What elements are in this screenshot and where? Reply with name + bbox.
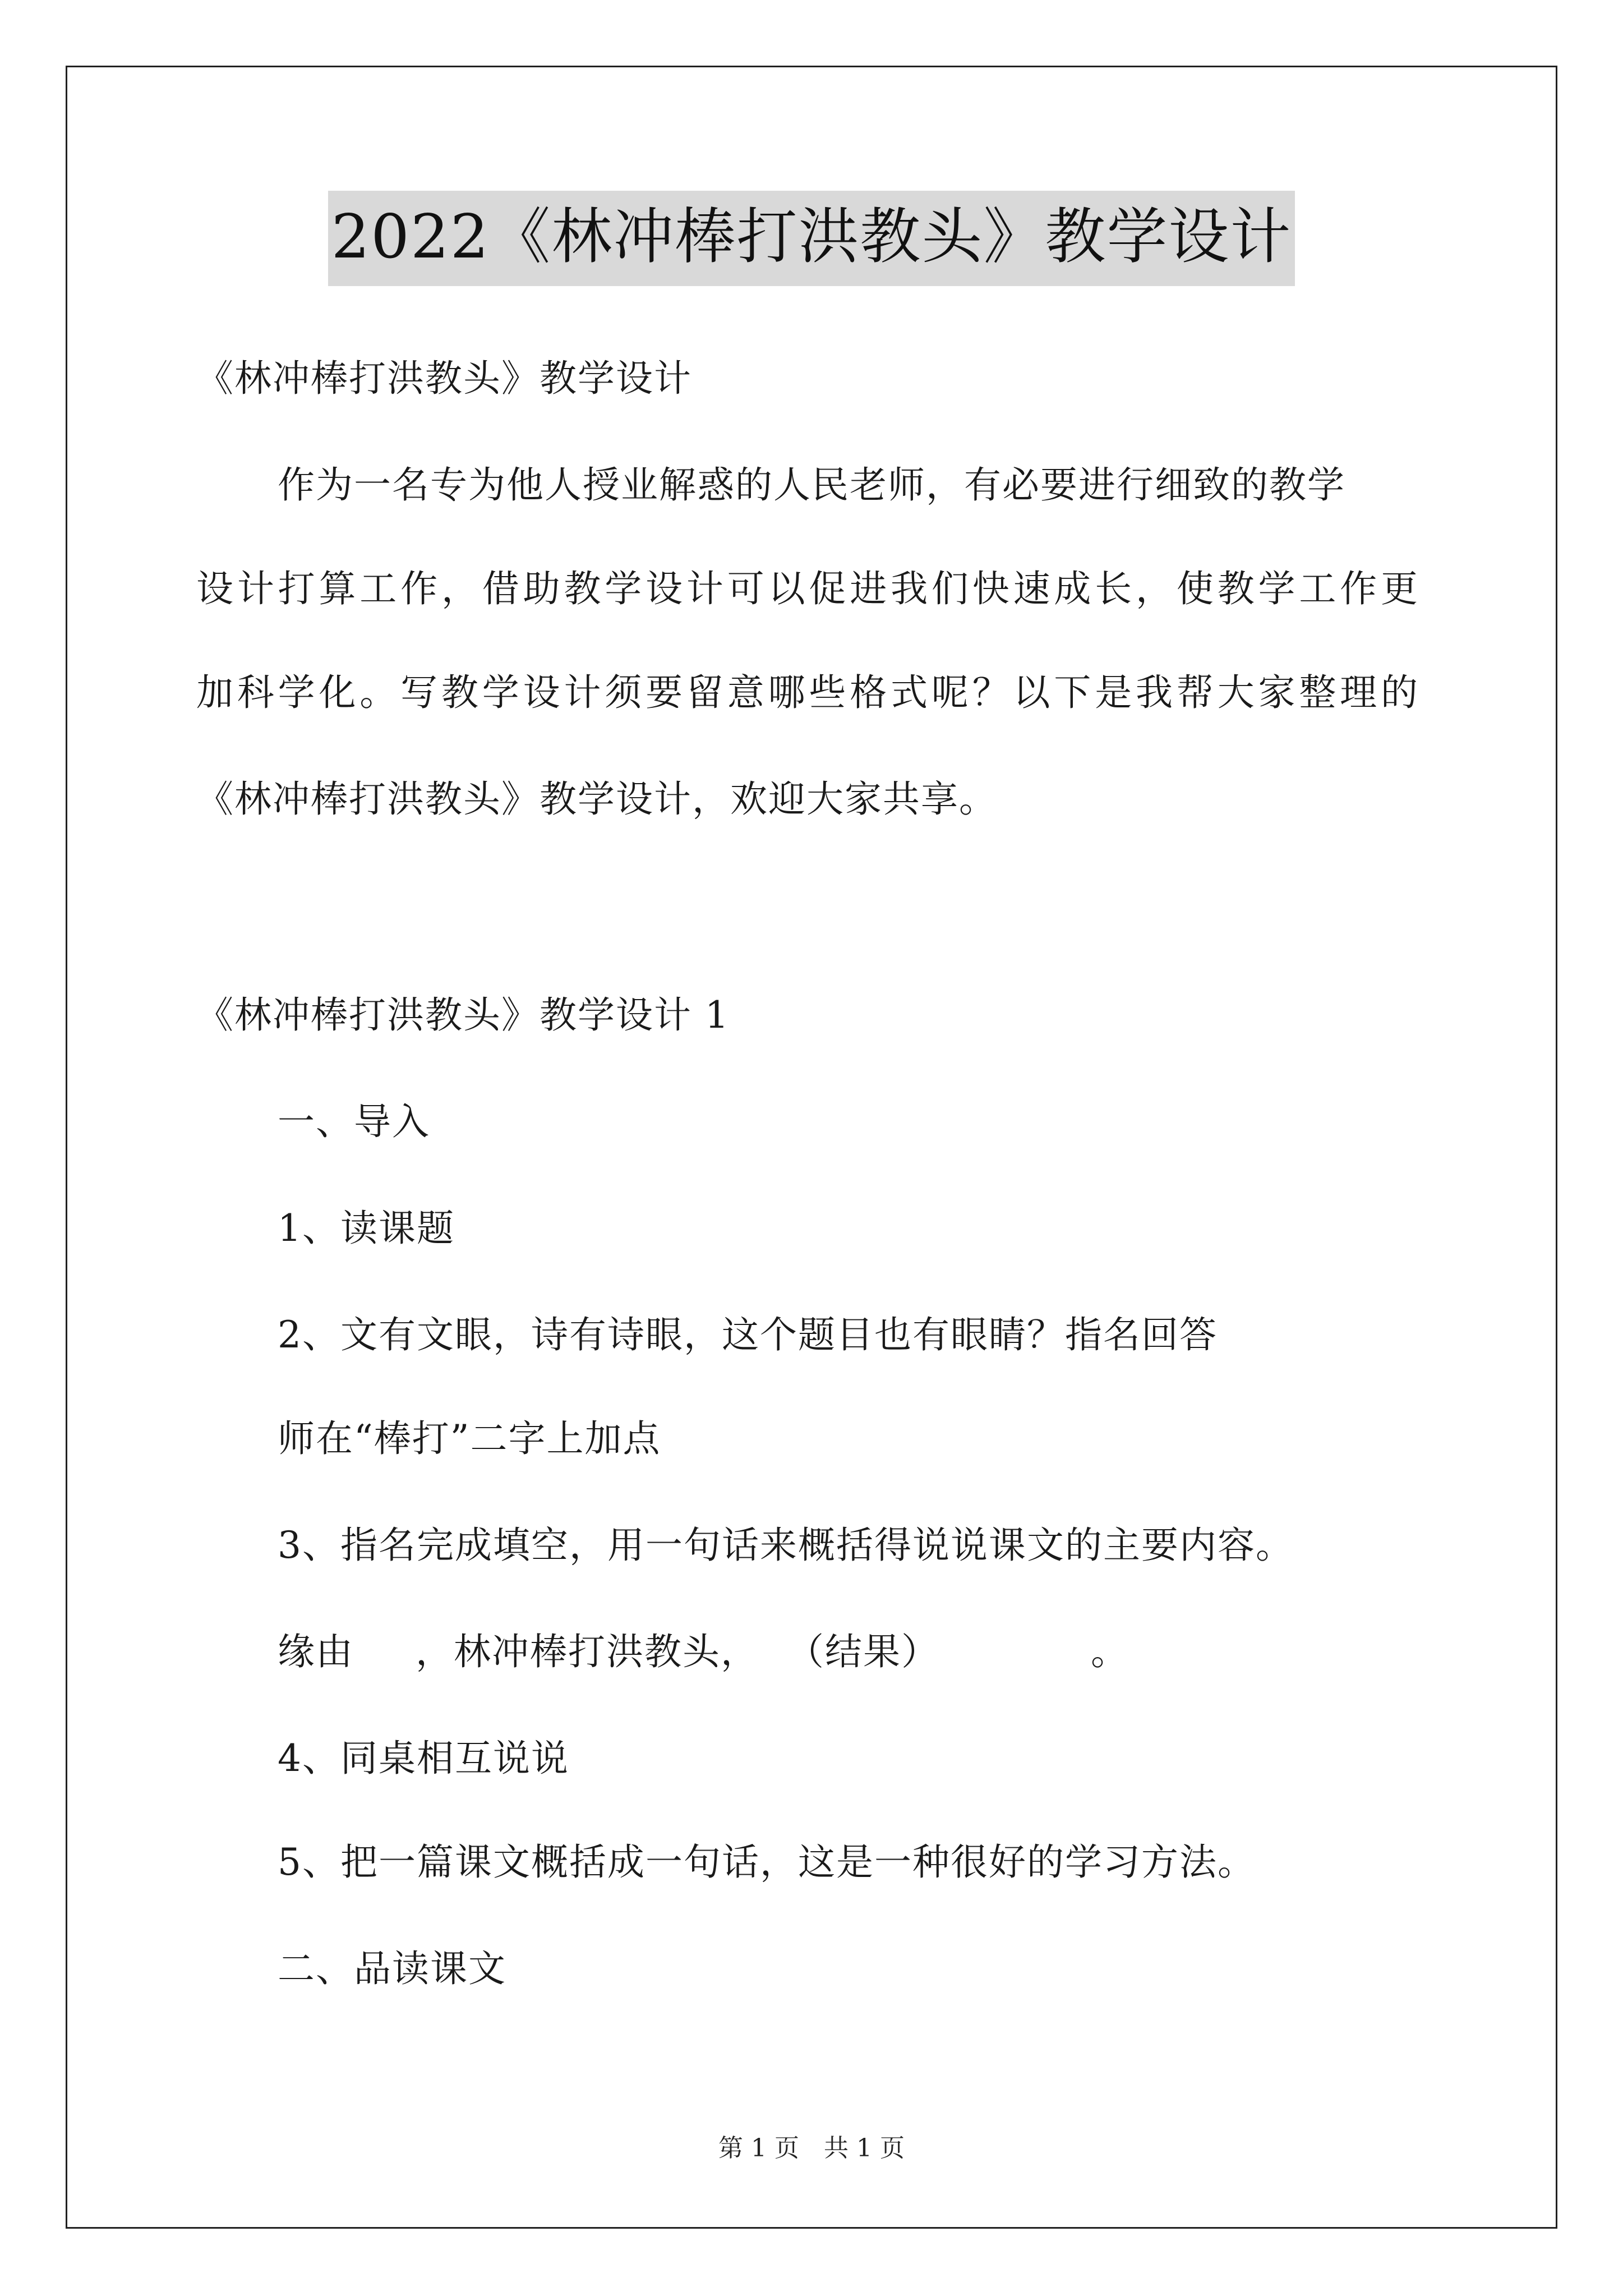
item-title-eye: 2、文有文眼，诗有诗眼，这个题目也有眼睛？指名回答 — [278, 1313, 1218, 1356]
page-footer: 第 1 页 共 1 页 — [718, 2134, 905, 2162]
intro-line-2: 设计打算工作，借助教学设计可以促进我们快速成长，使教学工作更 — [196, 567, 1419, 610]
fill-blank-cause: 缘由 — [278, 1630, 354, 1673]
document-subtitle: 《林冲棒打洪教头》教学设计 — [196, 357, 692, 400]
item-read-title: 1、读课题 — [278, 1207, 455, 1250]
title-container — [0, 191, 1623, 286]
item-teacher-note: 师在“棒打”二字上加点 — [278, 1417, 661, 1460]
fill-blank-end: 。 — [1091, 1630, 1129, 1673]
fill-blank-result: （结果） — [787, 1630, 939, 1673]
intro-line-1: 作为一名专为他人授业解惑的人民老师，有必要进行细致的教学 — [278, 463, 1345, 507]
section-heading: 《林冲棒打洪教头》教学设计 1 — [196, 993, 730, 1037]
intro-line-3: 加科学化。写教学设计须要留意哪些格式呢？以下是我帮大家整理的 — [196, 671, 1419, 714]
item-fill-blank-instruction: 3、指名完成填空，用一句话来概括得说说课文的主要内容。 — [278, 1524, 1294, 1567]
document-title: 2022《林冲棒打洪教头》教学设计 — [328, 191, 1295, 286]
item-method: 5、把一篇课文概括成一句话，这是一种很好的学习方法。 — [278, 1841, 1256, 1884]
fill-blank-line — [278, 1630, 1129, 1674]
fill-blank-middle: ，林冲棒打洪教头， — [416, 1630, 759, 1673]
item-read-text: 二、品读课文 — [278, 1947, 506, 1990]
item-deskmate: 4、同桌相互说说 — [278, 1737, 569, 1780]
intro-line-4: 《林冲棒打洪教头》教学设计，欢迎大家共享。 — [196, 777, 997, 821]
item-intro: 一、导入 — [278, 1100, 430, 1143]
